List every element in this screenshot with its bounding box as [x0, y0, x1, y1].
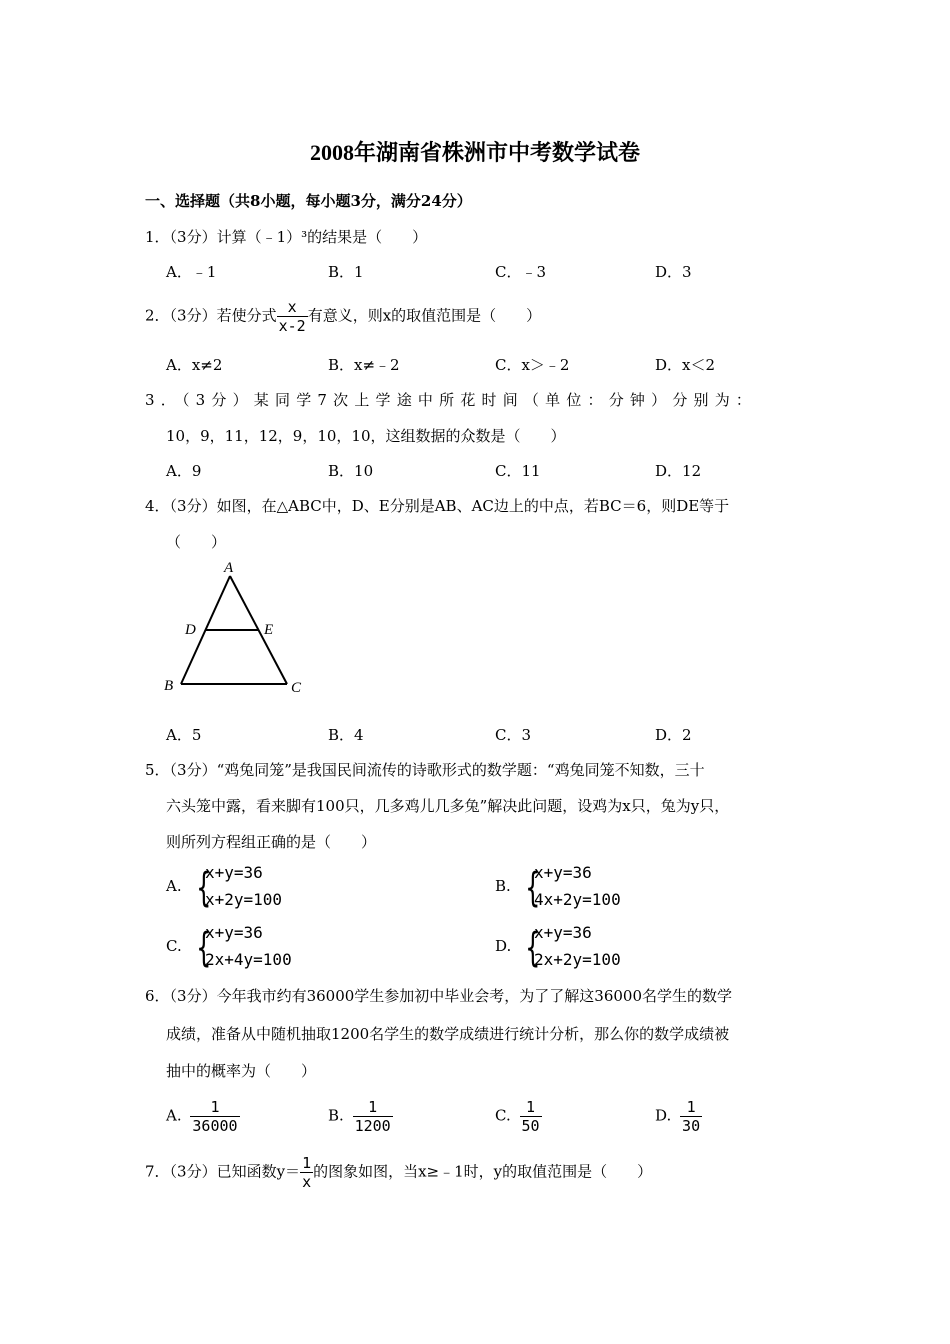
q7-frac-den: x [302, 1173, 312, 1191]
question-4-line-1: 4．（3分）如图，在△ABC中，D、E分别是AB、AC边上的中点，若BC＝6，则DE等于 [145, 497, 730, 515]
question-6-line-1: 6．（3分）今年我市约有36000学生参加初中毕业会考，为了了解这36000名学生的数学 [145, 987, 733, 1005]
q5-option-d-system [520, 923, 650, 977]
section-heading: 一、选择题（共8小题，每小题3分，满分24分） [145, 192, 472, 210]
q1-option-a: A．﹣1 [166, 263, 217, 281]
q7-frac-num: 1 [302, 1154, 312, 1172]
q2-text-pre: 2．（3分）若使分式 [145, 306, 277, 325]
q6-b-num: 1 [368, 1098, 378, 1116]
q3-option-d: D．12 [655, 462, 702, 480]
q5-d-eq2: 2x+2y=100 [534, 950, 621, 969]
q5-option-c-label: C. [166, 937, 182, 955]
q2-option-d: D．x＜2 [655, 356, 716, 374]
q5-option-a-system [191, 863, 311, 917]
q2-text-post: 有意义，则x的取值范围是（ ） [307, 306, 542, 325]
q6-d-den: 30 [682, 1117, 701, 1135]
question-6-line-2: 成绩，准备从中随机抽取1200名学生的数学成绩进行统计分析，那么你的数学成绩被 [166, 1025, 730, 1043]
q6-d-num: 1 [686, 1098, 696, 1116]
brace-icon: { [525, 925, 541, 971]
brace-icon: { [525, 865, 541, 911]
q4-option-d: D．2 [655, 726, 692, 744]
q7-text-post: 的图象如图，当x≥﹣1时，y的取值范围是（ ） [313, 1162, 653, 1181]
label-d: D [185, 622, 196, 638]
q5-b-eq2: 4x+2y=100 [534, 890, 621, 909]
q2-option-c: C．x＞﹣2 [495, 356, 570, 374]
q6-d-label: D. [655, 1106, 672, 1125]
q1-option-b: B．1 [328, 263, 364, 281]
brace-icon: { [196, 925, 212, 971]
question-6-line-3: 抽中的概率为（ ） [166, 1062, 317, 1080]
q5-option-c-system [191, 923, 321, 977]
q6-a-fraction [190, 1098, 239, 1135]
q2-option-a: A．x≠2 [166, 356, 223, 374]
q5-option-a-label: A. [166, 877, 182, 895]
q6-b-label: B. [328, 1106, 344, 1125]
q6-c-num: 1 [526, 1098, 536, 1116]
q5-c-eq2: 2x+4y=100 [205, 950, 292, 969]
q7-text-pre: 7．（3分）已知函数y＝ [145, 1162, 301, 1181]
question-5-line-2: 六头笼中露，看来脚有100只，几多鸡儿几多兔”解决此问题，设鸡为x只，兔为y只， [166, 797, 730, 815]
question-1: 1．（3分）计算（﹣1）³的结果是（ ） [145, 228, 428, 246]
label-e: E [264, 622, 274, 638]
q6-d-fraction [680, 1098, 702, 1135]
q5-b-eq1: x+y=36 [534, 863, 592, 882]
q6-a-num: 1 [210, 1098, 220, 1116]
q5-option-d-label: D. [495, 937, 512, 955]
q5-d-eq1: x+y=36 [534, 923, 592, 942]
q5-option-b-label: B. [495, 877, 511, 895]
q5-c-eq1: x+y=36 [205, 923, 263, 942]
q5-option-b-system [520, 863, 650, 917]
q6-b-den: 1200 [354, 1117, 391, 1135]
q1-option-d: D．3 [655, 263, 692, 281]
brace-icon: { [196, 865, 212, 911]
q3-option-a: A．9 [166, 462, 202, 480]
q6-c-den: 50 [521, 1117, 540, 1135]
label-c: C [291, 680, 302, 696]
q3-option-b: B．10 [328, 462, 374, 480]
q5-a-eq1: x+y=36 [205, 863, 263, 882]
q6-c-fraction [520, 1098, 542, 1135]
q6-a-den: 36000 [192, 1117, 238, 1135]
q6-option-d [655, 1098, 702, 1135]
q6-option-b [328, 1098, 393, 1135]
q4-option-c: C．3 [495, 726, 532, 744]
q3-option-c: C．11 [495, 462, 541, 480]
q2-option-b: B．x≠﹣2 [328, 356, 400, 374]
question-5-line-1: 5．（3分）“鸡兔同笼”是我国民间流传的诗歌形式的数学题：“鸡兔同笼不知数，三十 [145, 761, 705, 779]
q4-option-b: B．4 [328, 726, 364, 744]
q1-option-c: C．﹣3 [495, 263, 547, 281]
q6-option-a [166, 1098, 240, 1135]
q6-option-c [495, 1098, 542, 1135]
q6-c-label: C. [495, 1106, 511, 1125]
q2-frac-den: x-2 [278, 317, 306, 335]
question-5-line-3: 则所列方程组正确的是（ ） [166, 833, 377, 851]
question-7 [145, 1154, 652, 1191]
question-3-line-2: 10，9，11，12，9，10，10，这组数据的众数是（ ） [166, 427, 566, 445]
q2-frac-num: x [287, 298, 297, 316]
question-2 [145, 298, 541, 335]
q5-a-eq2: x+2y=100 [205, 890, 283, 909]
page-title: 2008年湖南省株洲市中考数学试卷 [309, 140, 640, 165]
q6-a-label: A. [166, 1106, 182, 1125]
question-4-line-2: （ ） [166, 533, 227, 551]
q7-fraction [300, 1154, 313, 1191]
q2-fraction [277, 298, 308, 335]
label-a: A [224, 560, 234, 576]
label-b: B [164, 678, 174, 694]
triangle-figure [160, 555, 320, 700]
question-3-line-1: 3．（3分）某同学7次上学途中所花时间（单位：分钟）分别为： [145, 391, 758, 409]
q6-b-fraction [353, 1098, 393, 1135]
q4-option-a: A．5 [166, 726, 202, 744]
